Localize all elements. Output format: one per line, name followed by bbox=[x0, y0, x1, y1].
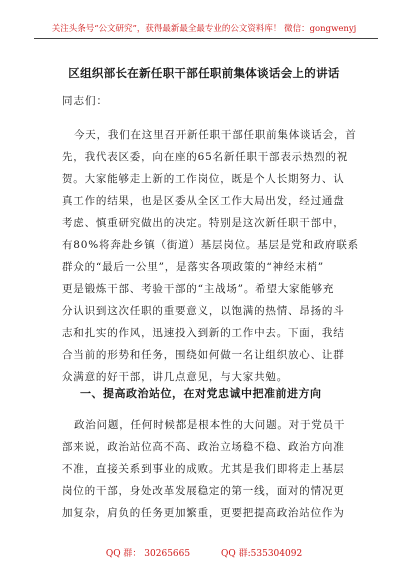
paragraph-line: 岗位的干部，身处改革发展稳定的第一线，面对的情况更 bbox=[62, 485, 345, 497]
salutation: 同志们： bbox=[62, 95, 108, 107]
paragraph-line: 部来说，政治站位高不高、政治立场稳不稳、政治方向准 bbox=[62, 441, 345, 453]
paragraph-line: 真工作的结果，也是区委从全区工作大局出发，经过通盘 bbox=[62, 195, 345, 207]
paragraph-line: 不准，直接关系到事业的成败。尤其是我们即将走上基层 bbox=[62, 463, 345, 475]
paragraph-line: 先，我代表区委，向在座的65名新任职干部表示热烈的祝 bbox=[62, 151, 349, 163]
section-heading: 一、提高政治站位，在对党忠诚中把准前进方向 bbox=[80, 387, 322, 400]
footer-qq-group-2: QQ 群:535304092 bbox=[220, 549, 303, 559]
paragraph-line: 考虑、慎重研究做出的决定。特别是这次新任职干部中， bbox=[62, 217, 345, 229]
paragraph-line: 贺。大家能够走上新的工作岗位，既是个人长期努力、认 bbox=[62, 173, 345, 185]
paragraph-line: 众满意的好干部，讲几点意见，与大家共勉。 bbox=[62, 371, 288, 383]
paragraph-line: 今天，我们在这里召开新任职干部任职前集体谈话会，首 bbox=[74, 129, 357, 141]
header-notice: 关注头条号“公文研究”，获得最新最全最专业的公文资料库！ 微信：gongwenyj bbox=[51, 24, 357, 34]
paragraph-line: 群众的“最后一公里”，是落实各项政策的“神经末梢” bbox=[62, 261, 324, 273]
paragraph-line: 更是锻炼干部、考验干部的“主战场”。希望大家能够充 bbox=[62, 283, 335, 295]
header-divider bbox=[34, 38, 378, 39]
paragraph-line: 分认识到这次任职的重要意义，以饱满的热情、昂扬的斗 bbox=[62, 305, 345, 317]
footer bbox=[0, 546, 408, 559]
document-title: 区组织部长在新任职干部任职前集体谈话会上的讲话 bbox=[68, 66, 340, 80]
paragraph-line: 政治问题，任何时候都是根本性的大问题。对于党员干 bbox=[74, 419, 346, 431]
paragraph-line: 志和扎实的作风，迅速投入到新的工作中去。下面，我结 bbox=[62, 327, 345, 339]
paragraph-line: 有80%将奔赴乡镇（街道）基层岗位。基层是党和政府联系 bbox=[62, 239, 359, 251]
paragraph-line: 合当前的形势和任务，围绕如何做一名让组织放心、让群 bbox=[62, 349, 345, 361]
paragraph-line: 加复杂，肩负的任务更加繁重，更要把提高政治站位作为 bbox=[62, 507, 345, 519]
footer-qq-group-1: QQ 群： 30265665 bbox=[105, 549, 191, 559]
